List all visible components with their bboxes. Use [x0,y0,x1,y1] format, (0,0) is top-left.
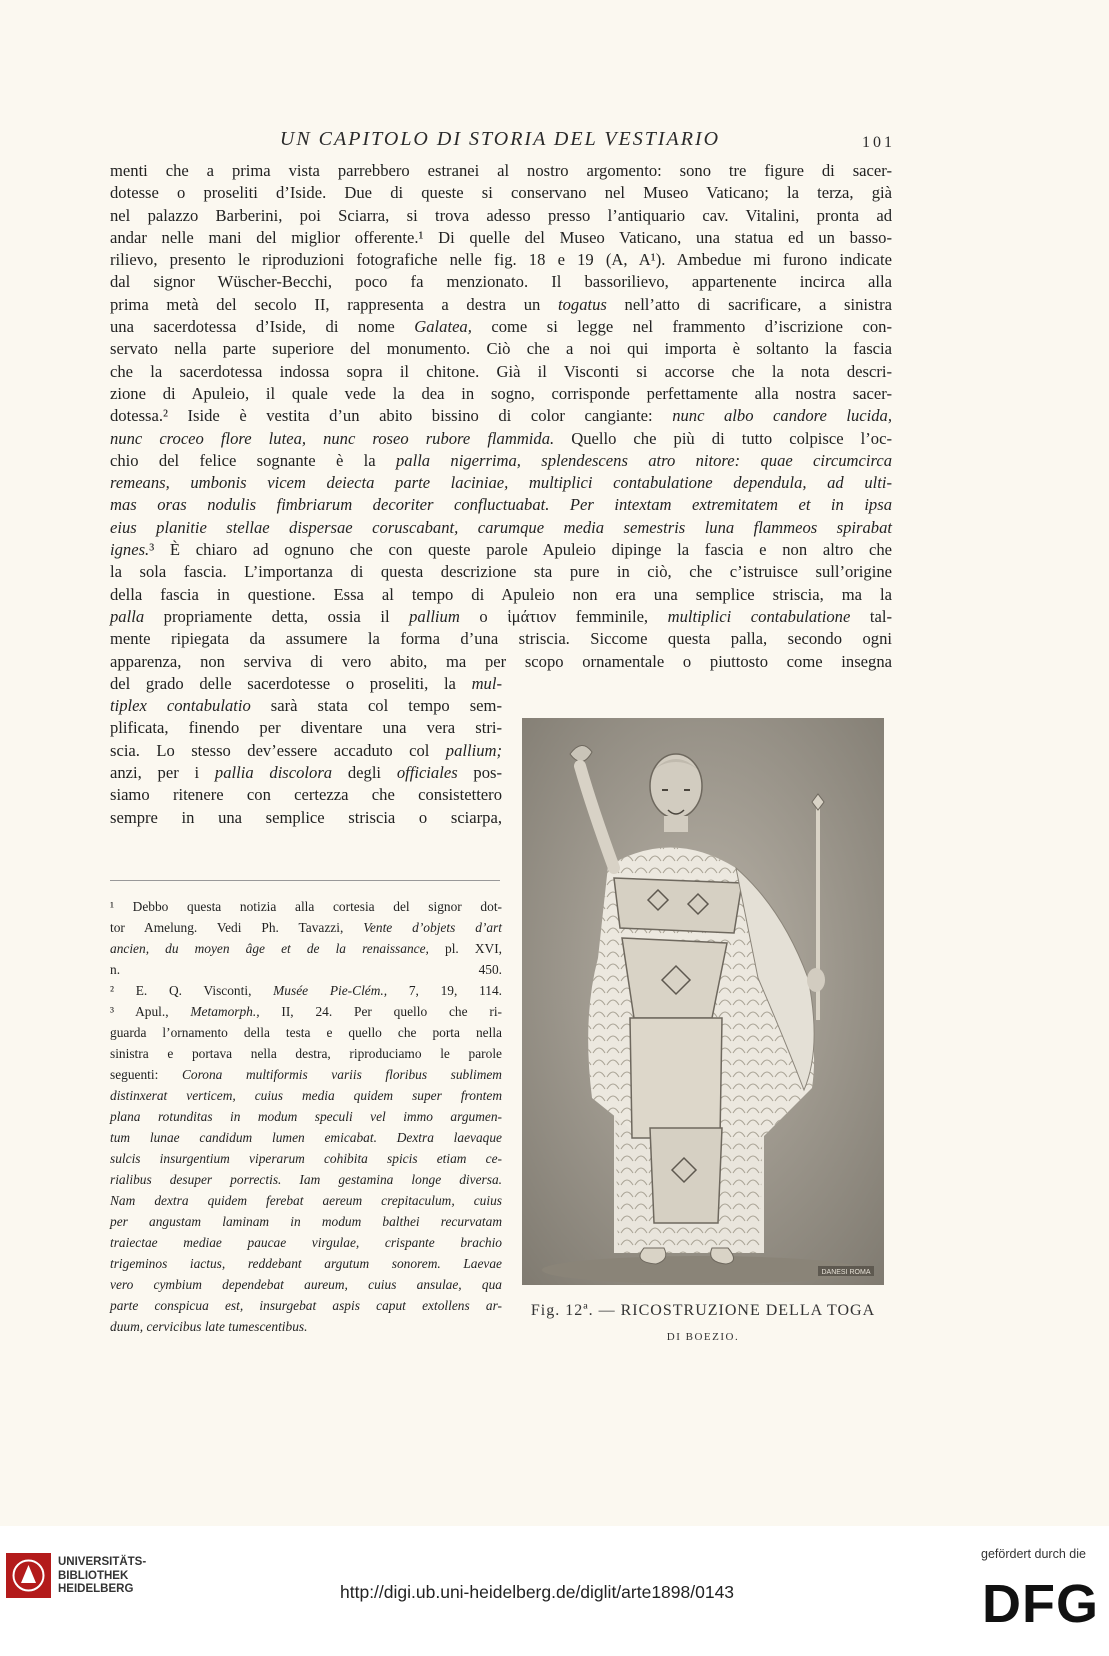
italic-text: multiplici contabulatione [667,606,851,626]
roman-text: guarda l’ornamento della testa e quello che porta nella [110,1025,502,1040]
roman-text: 7, 19, 114. [387,983,503,998]
italic-text: tiplex contabulatio [110,696,251,716]
roman-text: menti che a prima vista parrebbero estranei al nostro argomento: sono tre figure di sacer- [110,161,892,180]
roman-text: scia. Lo stesso dev’essere accaduto col [110,740,446,760]
text-line [110,628,892,650]
institution-name [58,1556,146,1597]
roman-text: Quello che più di tutto colpisce l’oc- [554,428,892,448]
italic-text: vero cymbium dependebat aureum, cuius ansulae, qua [110,1277,502,1292]
roman-text: rilievo, presento le riproduzioni fotografiche nelle fig. 18 e 19 (A, A¹). Ambedue mi furono indicate [110,250,892,270]
footnote-line [110,980,502,1001]
text-line [110,740,502,762]
footnote-line [110,1253,502,1274]
footnote-line [110,1211,502,1232]
roman-text: tor Amelung. Vedi Ph. Tavazzi, [110,920,364,935]
footnote-line [110,1127,502,1148]
italic-text: parte conspicua est, insurgebat aspis caput extollens ar- [110,1298,502,1313]
footnote-line [110,959,502,980]
italic-text: sulcis insurgentium viperarum cohibita spicis etiam ce- [110,1151,502,1166]
footnote-line [110,1316,502,1337]
italic-text: nunc croceo flore lutea, nunc roseo rubore flammida. [110,428,555,448]
italic-text: remeans, umbonis vicem deiecta parte laciniae, multiplici contabulatione dependula, ad ulti- [110,473,892,493]
toga-figure-illustration [522,718,884,1285]
text-line [110,494,892,516]
roman-text: tal- [850,606,892,626]
footnote-line [110,1274,502,1295]
text-line [110,383,892,405]
footnote-line [110,896,502,917]
roman-text: servato nella parte superiore del monumento. Ciò che a noi qui importa è soltanto la fascia [110,339,892,359]
roman-text: plificata, finendo per diventare una vera stri- [110,718,502,738]
text-line [110,717,502,739]
text-line [110,361,892,383]
roman-text: prima metà del secolo II, rappresenta a destra un [110,294,558,314]
roman-text: sarà stata col tempo sem- [250,696,502,716]
roman-text: zione di Apuleio, il quale vede la dea in sogno, corrisponde perfettamente alla nostra sacer- [110,383,892,403]
institution-line-3: HEIDELBERG [58,1583,134,1595]
roman-text: chio del felice sognante è la [110,450,396,470]
text-line [110,294,892,316]
roman-text: ² E. Q. Visconti, [110,983,274,998]
text-line [110,316,892,338]
text-line [110,807,502,829]
roman-text: apparenza, non serviva di vero abito, ma per scopo ornamentale o piuttosto come insegna [110,651,892,671]
roman-text: seguenti: [110,1067,182,1082]
text-line [110,762,502,784]
roman-text: che la sacerdotessa indossa sopra il chitone. Già il Visconti si accorse che la nota descri- [110,361,892,381]
footnote-line [110,1190,502,1211]
italic-text: ignes. [110,540,150,560]
italic-text: duum, cervicibus late tumescentibus. [110,1319,308,1334]
roman-text: degli [332,763,397,783]
italic-text: rialibus desuper porrectis. Iam gestamina longe diversa. [110,1172,502,1187]
figure-caption: Fig. 12ª. — RICOSTRUZIONE DELLA TOGA [530,1302,876,1319]
text-line [110,695,502,717]
footnote-line [110,1232,502,1253]
dfg-logo: DFG [982,1574,1099,1634]
italic-text: mul- [471,673,502,693]
text-line [110,405,892,427]
italic-text: nunc albo candore lucida, [672,406,892,426]
roman-text: andar nelle mani del miglior offerente.¹ Di quelle del Museo Vaticano, una statua ed un basso- [110,227,892,247]
text-line [110,271,892,293]
permalink-url[interactable]: http://digi.ub.uni-heidelberg.de/diglit/arte1898/0143 [340,1582,735,1602]
italic-text: mas oras nodulis fimbriarum decoriter confluctuabat. Per intextam extremitatem et in ipsa [110,495,892,515]
roman-text: dotessa.² Iside è vestita d’un abito bissino di color cangiante: [110,406,673,426]
footnote-line [110,938,502,959]
roman-text: ¹ Debbo questa notizia alla cortesia del signor dot- [110,899,502,914]
italic-text: tum lunae candidum lumen emicabat. Dextra laevaque [110,1130,502,1145]
italic-text: pallia discolora [214,763,333,783]
italic-text: palla [110,606,145,626]
roman-text: come si legge nel frammento d’iscrizione con- [471,317,893,337]
roman-text: della fascia in questione. Essa al tempo di Apuleio non era una semplice striscia, ma la [110,584,892,604]
italic-text: ancien, du moyen âge et de la renaissance, [110,941,429,956]
text-line [110,338,892,360]
roman-text: dal signor Wüscher-Becchi, poco fa menzionato. Il bassorilievo, appartenente incirca alla [110,272,892,292]
roman-text: mente ripiegata da assumere la forma d’una striscia. Siccome questa palla, secondo ogni [110,629,892,649]
roman-text: dotesse o proseliti d’Iside. Due di queste si conservano nel Museo Vaticano; la terza, già [110,183,892,203]
text-line [110,205,892,227]
roman-text: II, 24. Per quello che ri- [259,1004,502,1019]
figure-photograph [522,718,884,1285]
footnotes [110,896,502,1337]
footnote-line [110,1022,502,1043]
footnote-line [110,917,502,938]
text-line [110,561,892,583]
roman-text: la sola fascia. L’importanza di questa descrizione sta pure in ciò, che c’istruisce sull’origine [110,562,892,582]
italic-text: per angustam laminam in modum balthei recurvatam [110,1214,502,1229]
text-line [110,428,892,450]
roman-text: nell’atto di sacrificare, a sinistra [606,294,892,314]
footnote-line [110,1001,502,1022]
institution-line-2: BIBLIOTHEK [58,1569,129,1582]
italic-text: Corona multiformis variis floribus sublimem [181,1067,502,1082]
italic-text: palla nigerrima, splendescens atro nitore: quae circumcirca [395,450,893,470]
photo-signature: DANESI ROMA [821,1269,871,1276]
footnote-rule [110,880,500,881]
text-line [110,584,892,606]
footnote-line [110,1295,502,1316]
italic-text: togatus [557,294,607,314]
roman-text: ³ È chiaro ad ognuno che con queste parole Apuleio dipinge la fascia e non altro che [149,540,892,560]
italic-text: trigeminos iactus, reddebant argutum sonorem. Laevae [110,1256,502,1271]
italic-text: Nam dextra quidem ferebat aereum crepitaculum, cuius [110,1193,502,1208]
text-line [110,539,892,561]
text-line [110,182,892,204]
roman-text: una sacerdotessa d’Iside, di nome [110,317,415,337]
footnote-line [110,1169,502,1190]
text-line [110,450,892,472]
roman-text: sinistra e portava nella destra, riproduciamo le parole [110,1046,502,1061]
roman-text: del grado delle sacerdotesse o proseliti, la [110,673,472,693]
text-line [110,784,502,806]
figure-caption-sub: DI BOEZIO. [666,1331,740,1343]
roman-text: nel palazzo Barberini, poi Sciarra, si trova adesso presso l’antiquario cav. Vitalini, pronta ad [110,205,892,225]
university-seal-icon [6,1553,51,1598]
footnote-line [110,1106,502,1127]
roman-text: propriamente detta, ossia il [144,606,410,626]
roman-text: ³ Apul., [110,1004,191,1019]
text-line [110,651,892,673]
funding-label: gefördert durch die [981,1547,1086,1561]
institution-line-1: UNIVERSITÄTS- [58,1556,147,1568]
italic-text: Metamorph., [190,1004,260,1019]
text-line [110,227,892,249]
footnote-line [110,1148,502,1169]
italic-text: eius planitie stellae dispersae coruscabant, carumque media semestris luna flammeos spirabat [110,517,892,537]
footnote-line [110,1043,502,1064]
roman-text: o ἱμάτιον femminile, [459,606,668,626]
footnote-line [110,1064,502,1085]
roman-text: pl. XVI, [428,941,503,956]
italic-text: plana rotunditas in modum speculi vel immo argumen- [110,1109,502,1124]
roman-text: siamo ritenere con certezza che consistettero [110,785,502,805]
text-line [110,472,892,494]
italic-text: Galatea, [414,317,472,337]
italic-text: pallium [409,606,460,626]
italic-text: officiales [396,763,458,783]
running-head: UN CAPITOLO DI STORIA DEL VESTIARIO [279,128,721,150]
roman-text: n. 450. [110,962,502,977]
roman-text: anzi, per i [110,763,215,783]
italic-text: pallium; [445,740,502,760]
text-line [110,249,892,271]
italic-text: distinxerat verticem, cuius media quidem super frontem [110,1088,502,1103]
page-number: 101 [862,134,895,151]
text-line [110,517,892,539]
roman-text: sempre in una semplice striscia o sciarpa, [110,807,502,827]
italic-text: Vente d’objets d’art [363,920,502,935]
roman-text: pos- [457,763,503,783]
text-line [110,160,892,182]
italic-text: Musée Pie-Clém., [273,983,388,998]
italic-text: traiectae mediae paucae virgulae, crispante brachio [110,1235,502,1250]
text-line [110,606,892,628]
text-line [110,673,502,695]
footnote-line [110,1085,502,1106]
